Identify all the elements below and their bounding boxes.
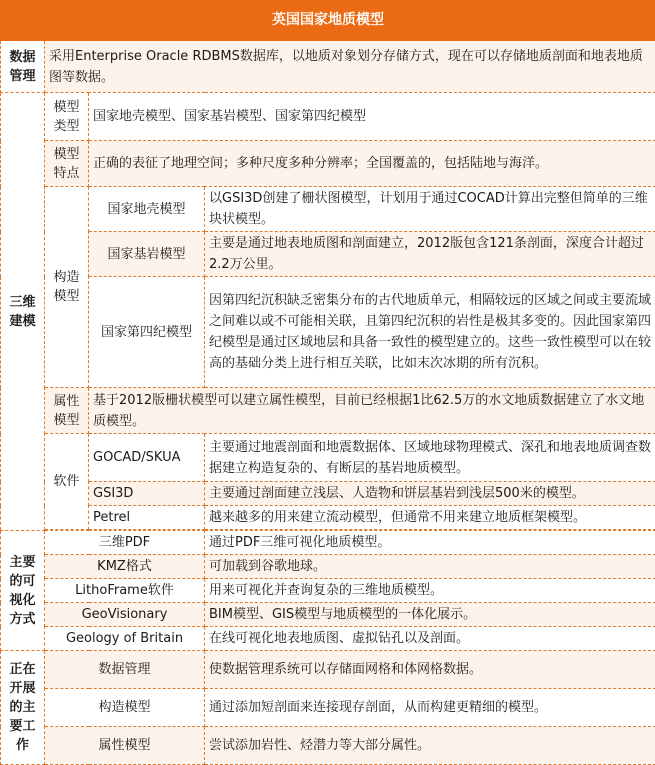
attribute-model-label — [45, 388, 89, 434]
construct-row-name: 国家基岩模型 — [89, 232, 205, 277]
software-row-name: Petrel — [89, 506, 205, 530]
software-row-text: 主要通过剖面建立浅层、人造物和饼层基岩到浅层500米的模型。 — [205, 482, 655, 506]
ongoing-work-label-text: 正在 开展 的主 要工 作 — [9, 662, 35, 753]
ongoing-row-text: 使数据管理系统可以存储面网格和体网格数据。 — [205, 651, 655, 689]
visual-row-text: 可加载到谷歌地球。 — [205, 555, 655, 579]
software-row-text: 越来越多的用来建立流动模型，但通常不用来建立地质框架模型。 — [205, 506, 655, 530]
visual-row-name: Geology of Britain — [45, 627, 205, 651]
attribute-model-text: 基于2012版栅状模型可以建立属性模型，目前已经根据1比62.5万的水文地质数据建立了水文地质模型。 — [89, 388, 655, 434]
visual-row-name: 三维PDF — [45, 531, 205, 555]
data-management-label — [1, 41, 45, 93]
data-management-label-text: 数据 管理 — [9, 50, 35, 84]
model-type-text: 国家地壳模型、国家基岩模型、国家第四纪模型 — [89, 93, 655, 141]
visual-row-name: LithoFrame软件 — [45, 579, 205, 603]
ongoing-row-name: 数据管理 — [45, 651, 205, 689]
construct-row-name: 国家第四纪模型 — [89, 277, 205, 388]
construct-row-text: 主要是通过地表地质图和剖面建立，2012版包含121条剖面，深度合计超过2.2万公里。 — [205, 232, 655, 277]
software-row-text: 主要通过地震剖面和地震数据体、区域地球物理模式、深孔和地表地质调查数据建立构造复杂的、有断层的基岩地质模型。 — [205, 434, 655, 482]
visual-row-name: KMZ格式 — [45, 555, 205, 579]
ongoing-work-label — [1, 651, 45, 765]
model-feature-label-text: 模型 特点 — [53, 147, 79, 181]
visual-row-text: 通过PDF三维可视化地质模型。 — [205, 531, 655, 555]
software-label: 软件 — [45, 434, 89, 530]
software-row-name: GSI3D — [89, 482, 205, 506]
ongoing-row-text: 通过添加短剖面来连接现存剖面，从而构建更精细的模型。 — [205, 689, 655, 727]
construct-row-name: 国家地壳模型 — [89, 187, 205, 232]
model-type-label-text: 模型 类型 — [53, 100, 79, 134]
software-row-name: GOCAD/SKUA — [89, 434, 205, 482]
model-type-label — [45, 93, 89, 141]
visualization-label — [1, 531, 45, 651]
ongoing-row-name: 构造模型 — [45, 689, 205, 727]
attribute-model-label-text: 属性 模型 — [53, 394, 79, 428]
visual-row-text: 在线可视化地表地质图、虚拟钻孔以及剖面。 — [205, 627, 655, 651]
visual-row-text: 用来可视化并查询复杂的三维地质模型。 — [205, 579, 655, 603]
visual-row-name: GeoVisionary — [45, 603, 205, 627]
construct-row-text: 以GSI3D创建了栅状图模型，计划用于通过COCAD计算出完整但简单的三维块状模型。 — [205, 187, 655, 232]
visualization-label-text: 主要 的可 视化 方式 — [9, 555, 35, 627]
modeling-3d-label-text: 三维 建模 — [9, 295, 35, 329]
construct-model-label — [45, 187, 89, 388]
construct-model-label-text: 构造 模型 — [53, 270, 79, 304]
table-title: 英国国家地质模型 — [1, 1, 655, 41]
model-feature-label — [45, 141, 89, 187]
data-management-text: 采用Enterprise Oracle RDBMS数据库，以地质对象划分存储方式，现在可以存储地质剖面和地表地质图等数据。 — [45, 41, 655, 93]
construct-row-text: 因第四纪沉积缺乏密集分布的古代地质单元，相隔较远的区域之间或主要流域之间难以或不可能相关联，且第四纪沉积的岩性是极其多变的。因此国家第四纪模型是通过区域地层和具备一致性的模型建立的。这些一致性模型可以在较高的基础分类上进行相互关联，比如末次冰期的所有沉积。 — [205, 277, 655, 388]
ongoing-row-name: 属性模型 — [45, 727, 205, 765]
visual-row-text: BIM模型、GIS模型与地质模型的一体化展示。 — [205, 603, 655, 627]
ongoing-row-text: 尝试添加岩性、烃潜力等大部分属性。 — [205, 727, 655, 765]
modeling-3d-label — [1, 93, 45, 531]
model-feature-text: 正确的表征了地理空间；多种尺度多种分辨率；全国覆盖的，包括陆地与海洋。 — [89, 141, 655, 187]
